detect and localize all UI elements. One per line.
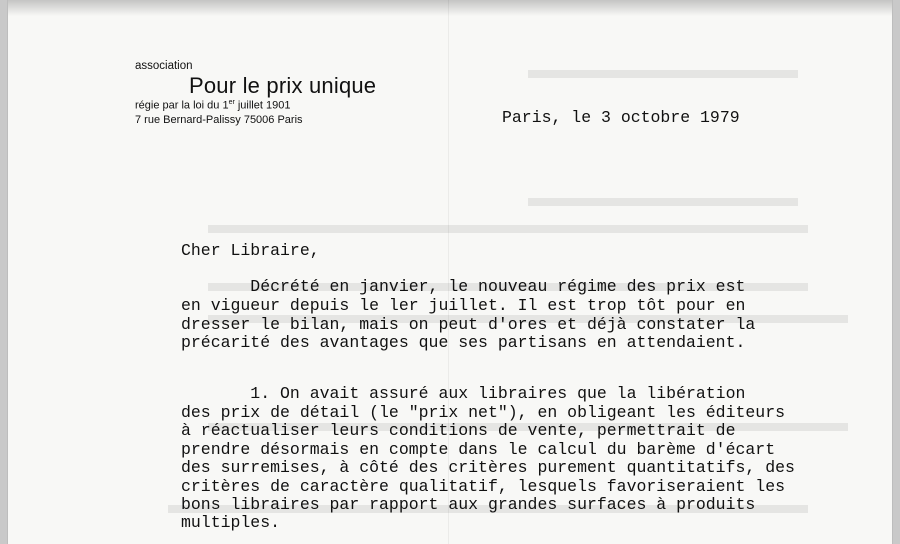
regulation-text-end: juillet 1901 (234, 99, 291, 112)
salutation: Cher Libraire, (181, 241, 320, 260)
regulation-text: régie par la loi du 1 (135, 99, 229, 112)
paragraph1-line: en vigueur depuis le ler juillet. Il est trop tôt pour en (181, 296, 746, 315)
letter-page (8, 0, 892, 544)
letterhead-prefix: association (135, 60, 193, 72)
paragraph2-line: multiples. (181, 513, 281, 532)
paragraph2-line: critères de caractère qualitatif, lesquels favoriseraient les (181, 477, 785, 496)
paragraph1-line: dresser le bilan, mais on peut d'ores et déjà constater la (181, 315, 756, 334)
letterhead-title: Pour le prix unique (189, 73, 377, 98)
paragraph2-line: des surremises, à côté des critères purement quantitatifs, des (181, 458, 795, 477)
paragraph2-line: prendre désormais en compte dans le calcul du barème d'écart (181, 440, 776, 459)
paragraph2-line: des prix de détail (le "prix net"), en obligeant les éditeurs (181, 403, 785, 422)
paragraph2-line: 1. On avait assuré aux libraires que la libération (181, 384, 746, 403)
paragraph2-line: à réactualiser leurs conditions de vente, permettrait de (181, 421, 736, 440)
paragraph1-line: Décrété en janvier, le nouveau régime des prix est (181, 277, 746, 296)
letterhead-regulation (135, 99, 290, 112)
letterhead-address: 7 rue Bernard-Palissy 75006 Paris (135, 114, 303, 126)
paragraph1-line: précarité des avantages que ses partisans en attendaient. (181, 333, 746, 352)
regulation-superscript: er (228, 99, 235, 106)
date-line: Paris, le 3 octobre 1979 (502, 108, 740, 127)
paragraph2-line: bons libraires par rapport aux grandes surfaces à produits (181, 495, 756, 514)
